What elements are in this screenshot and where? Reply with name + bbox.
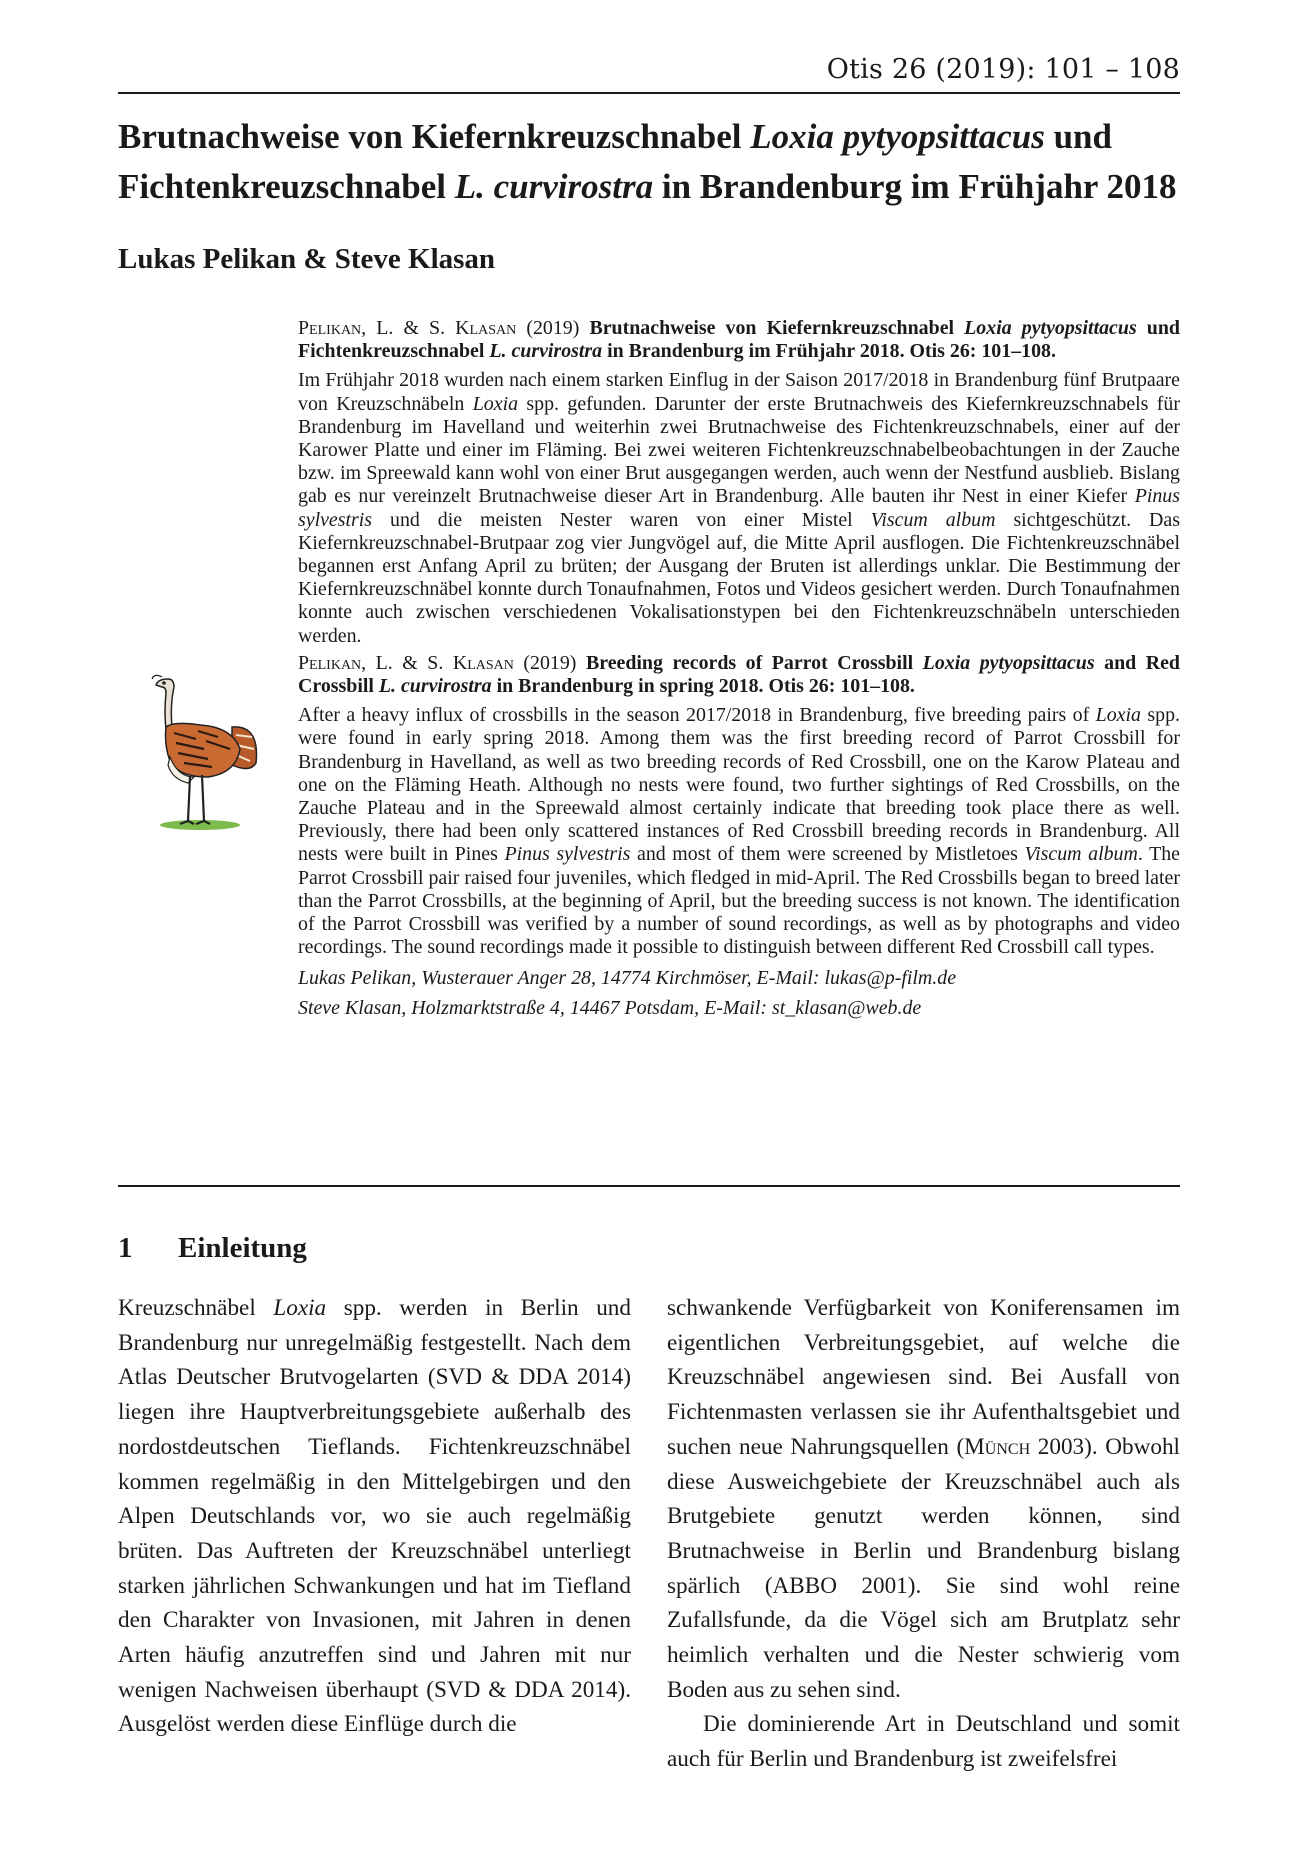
abstract-block	[298, 317, 1180, 1020]
body-paragraph: schwankende Verfügbarkeit von Koniferensamen im eigentlichen Verbreitungsgebiet, auf welche die Kreuzschnäbel angewiesen sind. Bei Ausfall von Fichtenmasten verlassen sie ihr Aufenthaltsgebiet und suchen neue Nahrungsquellen (Münch 2003). Obwohl diese Ausweichgebiete der Kreuzschnäbel auch als Brutgebiete genutzt werden können, sind Brutnachweise in Berlin und Brandenburg bislang spärlich (ABBO 2001). Sie sind wohl reine Zufallsfunde, da die Vögel sich am Brutplatz sehr heimlich verhalten und die Nester schwierig vom Boden aus zu sehen sind.	[667, 1295, 1180, 1703]
citation-german: Pelikan, L. & S. Klasan (2019) Brutnachweise von Kiefernkreuzschnabel Loxia pytyopsittacus und Fichtenkreuzschnabel L. curvirostra in Brandenburg im Frühjahr 2018. Otis 26: 101–108.	[298, 317, 1180, 363]
section-number: 1	[118, 1232, 133, 1264]
section-divider	[118, 1185, 1180, 1187]
article-authors: Lukas Pelikan & Steve Klasan	[118, 243, 496, 275]
abstract-english-text: After a heavy influx of crossbills in the season 2017/2018 in Brandenburg, five breeding pairs of Loxia spp. were found in early spring 2018. Among them was the first breeding record of Parrot Crossbill for Brandenburg in Havelland, as well as two breeding records of Red Crossbill, one on the Karow Plateau and one on the Fläming Heath. Although no nests were found, two further sightings of Red Crossbills, on the Zauche Plateau and in the Spreewald almost certainly indicate that breeding took place there as well. Previously, there had been only scattered instances of Red Crossbill breeding records in Brandenburg. All nests were built in Pines Pinus sylvestris and most of them were screened by Mistletoes Viscum album. The Parrot Crossbill pair raised four juveniles, which fledged in mid-April. The Red Crossbills began to breed later than the Parrot Crossbills, at the beginning of April, but the breeding success is not known. The identification of the Parrot Crossbill was verified by a number of sound recordings, as well as by photographs and video recordings. The sound recordings made it possible to distinguish between different Red Crossbill call types.	[298, 704, 1181, 959]
body-column-left	[118, 1291, 631, 1742]
section-title: Einleitung	[178, 1232, 307, 1264]
author-address-klasan: Steve Klasan, Holzmarktstraße 4, 14467 Potsdam, E-Mail: st_klasan@web.de	[298, 996, 922, 1019]
great-bustard-logo-icon	[148, 665, 260, 835]
body-paragraph: Kreuzschnäbel Loxia spp. werden in Berlin und Brandenburg nur unregelmäßig festgestellt. Nach dem Atlas Deutscher Brutvogelarten (SVD & DDA 2014) liegen ihre Hauptverbreitungsgebiete außerhalb des nordostdeutschen Tieflands. Fichtenkreuzschnäbel kommen regelmäßig in den Mittelgebirgen und den Alpen Deutschlands vor, wo sie auch regelmäßig brüten. Das Auftreten der Kreuzschnäbel unterliegt starken jährlichen Schwankungen und hat im Tiefland den Charakter von Invasionen, mit Jahren in denen Arten häufig anzutreffen sind und Jahren mit nur wenigen Nachweisen überhaupt (SVD & DDA 2014). Ausgelöst werden diese Einflüge durch die	[118, 1295, 631, 1738]
section-heading	[118, 1232, 307, 1265]
abstract-german-text: Im Frühjahr 2018 wurden nach einem starken Einflug in der Saison 2017/2018 in Brandenburg fünf Brutpaare von Kreuzschnäbeln Loxia spp. gefunden. Darunter der erste Brutnachweis des Kiefernkreuzschnabels für Brandenburg im Havelland und weiterhin zwei Brutnachweise des Fichtenkreuzschnabels, einer auf der Karower Platte und einer im Fläming. Bei zwei weiteren Fichtenkreuzschnabelbeobachtungen in der Zauche bzw. im Spreewald kann wohl von einer Brut ausgegangen werden, auch wenn der Nestfund ausblieb. Bislang gab es nur vereinzelt Brutnachweise dieser Art in Brandenburg. Alle bauten ihr Nest in einer Kiefer Pinus sylvestris und die meisten Nester waren von einer Mistel Viscum album sichtgeschützt. Das Kiefernkreuzschnabel-Brutpaar zog vier Jungvögel auf, die Mitte April ausflogen. Die Fichtenkreuzschnäbel begannen erst Anfang April zu brüten; der Ausgang der Bruten ist allerdings unklar. Die Bestimmung der Kiefernkreuzschnäbel konnte durch Tonaufnahmen, Fotos und Videos gesichert werden. Durch Tonaufnahmen konnte auch zwischen verschiedenen Vokalisationstypen bei den Fichtenkreuzschnäbeln unterschieden werden.	[298, 369, 1181, 647]
article-title: Brutnachweise von Kiefernkreuzschnabel Loxia pytyopsittacus und Fichtenkreuzschnabel L. curvirostra in Brandenburg im Frühjahr 2018	[118, 117, 1177, 206]
author-address-pelikan: Lukas Pelikan, Wusterauer Anger 28, 14774 Kirchmöser, E-Mail: lukas@p-film.de	[298, 967, 957, 990]
body-column-right	[667, 1291, 1180, 1777]
citation-english: Pelikan, L. & S. Klasan (2019) Breeding records of Parrot Crossbill Loxia pytyopsittacus and Red Crossbill L. curvirostra in Brandenburg in spring 2018. Otis 26: 101–108.	[298, 651, 1180, 698]
running-header	[118, 52, 1180, 94]
body-paragraph: Die dominierende Art in Deutschland und somit auch für Berlin und Brandenburg ist zweifelsfrei	[667, 1711, 1180, 1773]
journal-reference: Otis 26 (2019): 101 – 108	[826, 54, 1180, 85]
